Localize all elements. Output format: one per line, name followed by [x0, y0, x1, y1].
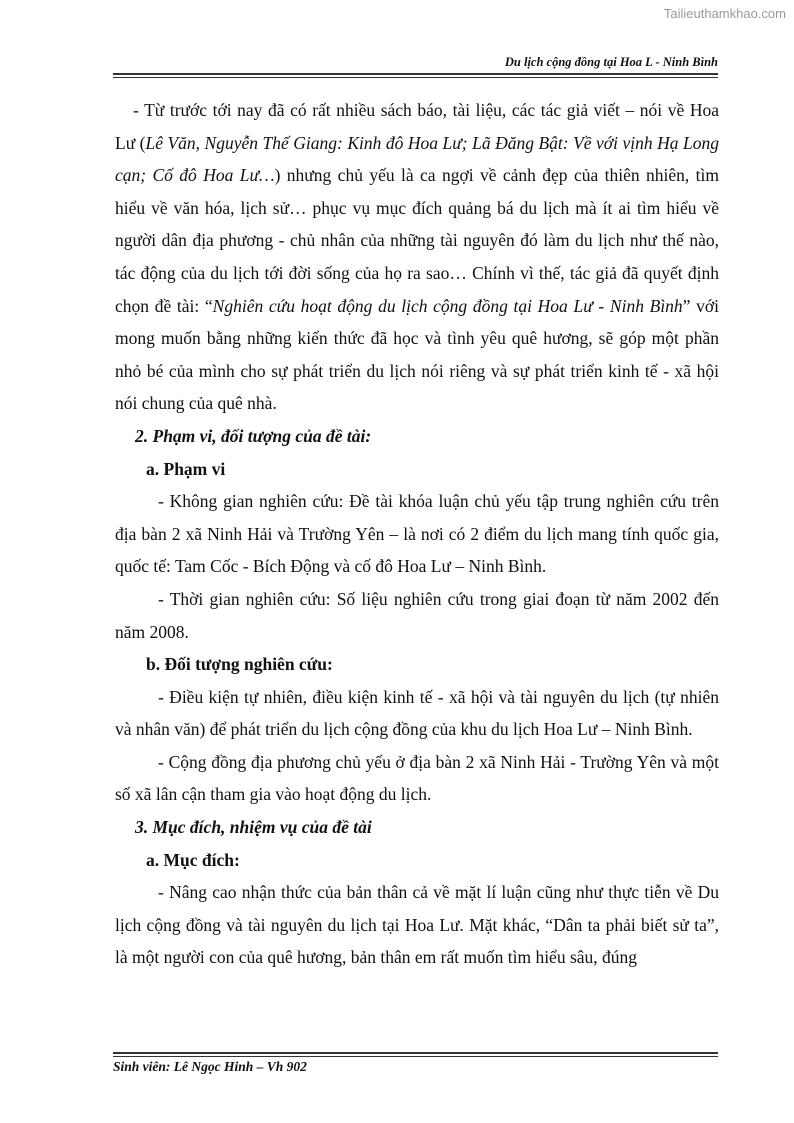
paragraph-purpose: - Nâng cao nhận thức của bản thân cả về mặt lí luận cũng như thực tiễn về Du lịch cộng đồng và tài nguyên du lịch tại Hoa Lư. Mặt khác, “Dân ta phải biết sử ta”, là một người con của quê hương, bản thân em rất muốn tìm hiểu sâu, đúng	[115, 882, 719, 968]
subheading-scope: a. Phạm vi	[146, 458, 226, 479]
heading-scope: 2. Phạm vi, đối tượng của đề tài:	[135, 425, 372, 446]
header-rule	[113, 73, 718, 78]
intro-citations: Lê Văn, Nguyễn Thế Giang: Kinh đô Hoa Lư; Lã Đăng Bật: Về với vịnh Hạ Long cạn; Cố đô Hoa Lư…	[115, 132, 719, 186]
subheading-object: b. Đối tượng nghiên cứu:	[146, 654, 333, 675]
intro-text-a: - Từ trước tới nay đã có rất nhiều sách báo, tài liệu, các tác giả viết – nói về Hoa Lư (	[115, 100, 719, 153]
paragraph-object-1: - Điều kiện tự nhiên, điều kiện kinh tế - xã hội và tài nguyên du lịch (tự nhiên và nhân văn) để phát triển du lịch cộng đồng của khu du lịch Hoa Lư – Ninh Bình.	[115, 686, 719, 740]
paragraph-object-2: - Cộng đồng địa phương chủ yếu ở địa bàn 2 xã Ninh Hải - Trường Yên và một số xã lân cận tham gia vào hoạt động du lịch.	[115, 751, 719, 805]
page-body	[115, 94, 719, 974]
intro-text-c: ) nhưng chủ yếu là ca ngợi về cảnh đẹp của thiên nhiên, tìm hiểu về văn hóa, lịch sử… phục vụ mục đích quảng bá du lịch mà ít ai tìm hiểu về người dân địa phương - chủ nhân của những tài nguyên đó làm du lịch như thế nào, tác động của du lịch tới đời sống của họ ra sao… Chính vì thế, tác giả đã quyết định chọn đề tài: “	[115, 165, 719, 316]
paragraph-intro	[115, 94, 719, 420]
watermark: Tailieuthamkhao.com	[663, 6, 786, 21]
intro-text-e: ” với mong muốn bằng những kiến thức đã học và tình yêu quê hương, sẽ góp một phần nhỏ bé của mình cho sự phát triển du lịch nói riêng và sự phát triển kinh tế - xã hội nói chung của quê nhà.	[115, 295, 719, 414]
heading-purpose: 3. Mục đích, nhiệm vụ của đề tài	[135, 817, 372, 838]
intro-topic-title: Nghiên cứu hoạt động du lịch cộng đồng tại Hoa Lư - Ninh Bình	[212, 295, 683, 316]
footer-author: Sinh viên: Lê Ngọc Hinh – Vh 902	[113, 1059, 307, 1074]
paragraph-space: - Không gian nghiên cứu: Đề tài khóa luận chủ yếu tập trung nghiên cứu trên địa bàn 2 xã Ninh Hải và Trường Yên – là nơi có 2 điểm du lịch mang tính quốc gia, quốc tế: Tam Cốc - Bích Động và cố đô Hoa Lư – Ninh Bình.	[115, 491, 719, 577]
footer-rule	[113, 1052, 718, 1057]
running-header: Du lịch cộng đồng tại Hoa L - Ninh Bình	[504, 55, 718, 69]
subheading-purpose: a. Mục đích:	[146, 849, 240, 870]
paragraph-time: - Thời gian nghiên cứu: Số liệu nghiên cứu trong giai đoạn từ năm 2002 đến năm 2008.	[115, 588, 719, 642]
